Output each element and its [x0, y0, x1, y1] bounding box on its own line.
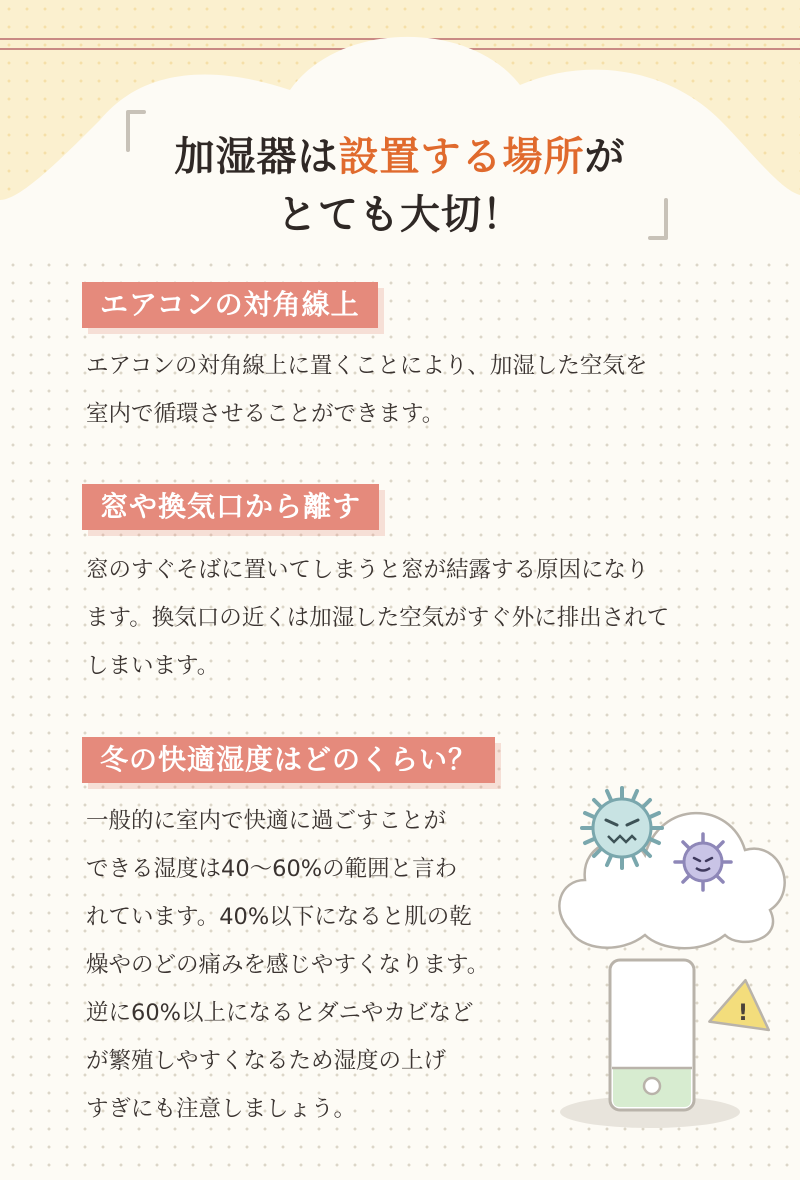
title-text-1: 加湿器は [174, 134, 339, 180]
title-line-1 [0, 128, 800, 186]
humidifier-icon [610, 960, 694, 1110]
section-heading-aircon: エアコンの対角線上 [82, 282, 378, 328]
page-title [0, 128, 800, 244]
small-germ-icon [675, 834, 731, 890]
body-line: 窓のすぐそばに置いてしまうと窓が結露する原因になり [86, 557, 649, 583]
germ-icon [582, 788, 662, 868]
body-line: エアコンの対角線上に置くことにより、加湿した空気を [86, 353, 648, 379]
title-text-2: が [584, 134, 626, 180]
section-body-aircon [86, 342, 647, 438]
body-line: 逆に60%以上になるとダニやカビなど [86, 1000, 474, 1026]
body-line: 一般的に室内で快適に過ごすことが [86, 808, 447, 834]
humidifier-illustration [540, 780, 790, 1140]
body-line: れています。40%以下になると肌の乾 [86, 904, 472, 930]
warning-mark: ! [737, 1001, 749, 1026]
section-heading-humidity: 冬の快適湿度はどのくらい？ [82, 737, 495, 783]
body-line: が繁殖しやすくなるため湿度の上げ [86, 1048, 447, 1074]
body-line: しまいます。 [86, 653, 220, 679]
title-line-2: とても大切！ [277, 192, 523, 238]
title-accent-text: 設置する場所 [338, 134, 585, 180]
body-line: 燥やのどの痛みを感じやすくなります。 [86, 952, 490, 978]
body-line: すぎにも注意しましょう。 [86, 1096, 357, 1122]
section-heading-window: 窓や換気口から離す [82, 484, 379, 530]
body-line: 室内で循環させることができます。 [86, 401, 445, 427]
section-body-humidity [86, 797, 489, 1133]
warning-icon [709, 976, 775, 1030]
section-body-window [86, 546, 669, 690]
body-line: できる湿度は40～60%の範囲と言わ [86, 856, 458, 882]
body-line: ます。換気口の近くは加湿した空気がすぐ外に排出されて [86, 605, 670, 631]
